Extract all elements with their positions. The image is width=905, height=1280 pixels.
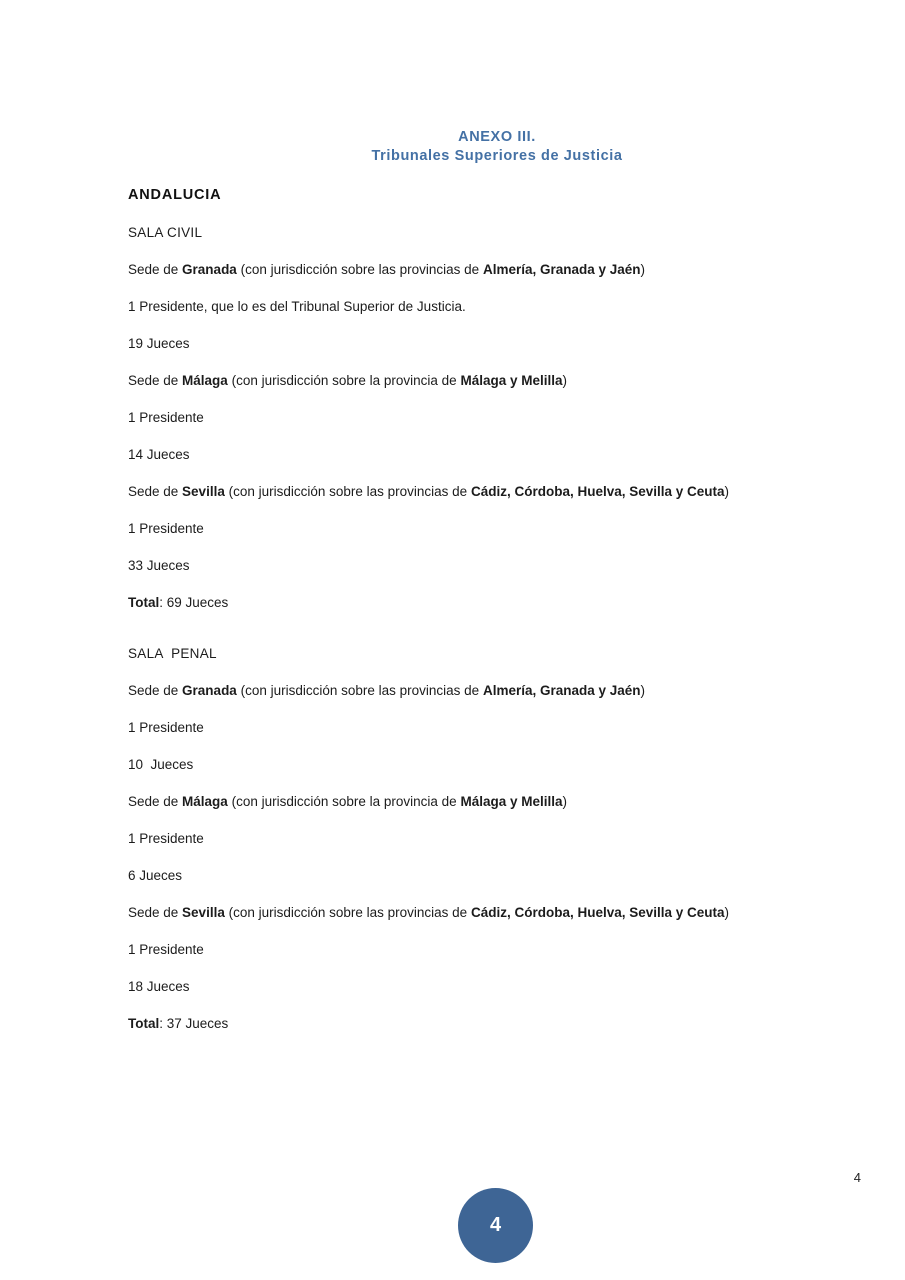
document-body [128,226,828,1054]
bold-text-run: Málaga [182,794,228,809]
bold-text-run: Málaga [182,373,228,388]
paragraph [128,559,828,573]
text-run: ) [724,905,730,920]
text-run: 19 Jueces [128,336,190,351]
paragraph [128,337,828,351]
bold-text-run: Sevilla [182,905,225,920]
text-run: (con jurisdicción sobre las provincias de [236,262,483,277]
document-title [128,128,866,165]
paragraph [128,522,828,536]
bold-text-run: Total [128,595,160,610]
region-heading: ANDALUCIA [128,187,222,203]
page-number-badge [458,1188,533,1263]
bold-text-run: Cádiz, Córdoba, Huelva, Sevilla y Ceuta [470,905,725,920]
text-run: 33 Jueces [128,558,190,573]
paragraph [128,411,828,425]
bold-text-run: Granada [182,683,237,698]
paragraph [128,869,828,883]
text-run: (con jurisdicción sobre las provincias de [224,484,471,499]
bold-text-run: Total [128,1016,160,1031]
paragraph [128,485,828,499]
section-heading: SALA CIVIL [128,225,203,240]
document-section [128,647,828,1031]
paragraph [128,374,828,388]
bold-text-run: Málaga y Melilla [460,373,563,388]
paragraph [128,943,828,957]
text-run: 1 Presidente, que lo es del Tribunal Superior de Justicia. [128,299,466,314]
title-line-2: Tribunales Superiores de Justicia [371,147,623,164]
bold-text-run: Granada [182,262,237,277]
paragraph [128,596,828,610]
text-run: 1 Presidente [128,720,204,735]
bold-text-run: Cádiz, Córdoba, Huelva, Sevilla y Ceuta [470,484,725,499]
text-run: ) [562,373,567,388]
text-run: 10 Jueces [128,757,194,772]
paragraph [128,684,828,698]
bold-text-run: Almería, Granada y Jaén [482,683,641,698]
text-run: Sede de [128,373,183,388]
text-run: Sede de [128,794,183,809]
text-run: (con jurisdicción sobre las provincias de [224,905,471,920]
paragraph [128,980,828,994]
page-badge-number: 4 [489,1214,502,1236]
text-run: 14 Jueces [128,447,190,462]
text-run: Sede de [128,905,183,920]
text-run: : 69 Jueces [159,595,229,610]
paragraph [128,300,828,314]
bold-text-run: Sevilla [182,484,225,499]
section-heading: SALA PENAL [128,646,217,661]
document-section [128,226,828,610]
text-run: (con jurisdicción sobre las provincias de [236,683,483,698]
text-run: 1 Presidente [128,831,204,846]
paragraph [128,795,828,809]
paragraph [128,906,828,920]
text-run: ) [562,794,567,809]
text-run: 1 Presidente [128,521,204,536]
paragraph [128,1017,828,1031]
text-run: Sede de [128,683,183,698]
paragraph [128,758,828,772]
text-run: Sede de [128,262,183,277]
page-number: 4 [853,1170,861,1185]
text-run: (con jurisdicción sobre la provincia de [227,373,461,388]
text-run: 18 Jueces [128,979,190,994]
bold-text-run: Málaga y Melilla [460,794,563,809]
title-line-1: ANEXO III. [458,129,536,145]
text-run: 1 Presidente [128,410,204,425]
paragraph [128,721,828,735]
paragraph [128,263,828,277]
text-run: Sede de [128,484,183,499]
text-run: 6 Jueces [128,868,183,883]
text-run: ) [640,683,646,698]
paragraph [128,448,828,462]
text-run: ) [724,484,730,499]
text-run: ) [640,262,646,277]
paragraph [128,832,828,846]
text-run: (con jurisdicción sobre la provincia de [227,794,461,809]
bold-text-run: Almería, Granada y Jaén [482,262,641,277]
text-run: : 37 Jueces [159,1016,229,1031]
text-run: 1 Presidente [128,942,204,957]
